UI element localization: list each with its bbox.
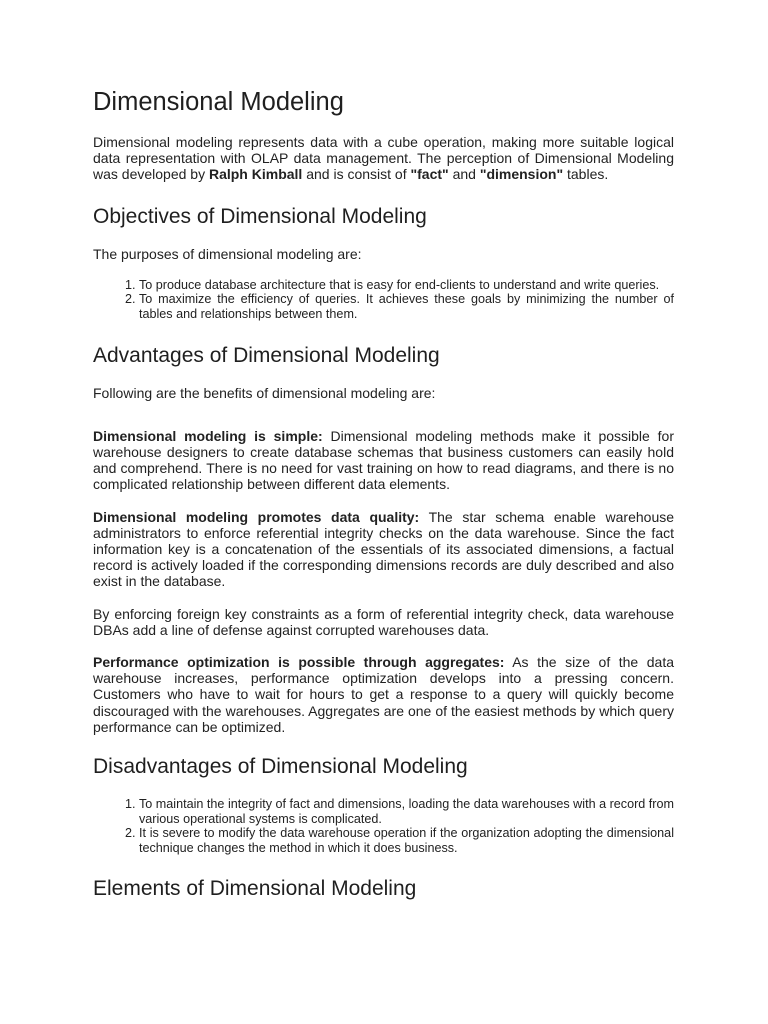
objectives-list <box>93 278 674 322</box>
list-item: 1. To maintain the integrity of fact and dimensions, loading the data warehouses with a record from various operational systems is complicated. <box>139 797 674 826</box>
advantage-performance-paragraph <box>93 654 674 735</box>
disadvantages-heading: Disadvantages of Dimensional Modeling <box>93 755 468 779</box>
advantage-quality-title: Dimensional modeling promotes data quality: <box>93 508 420 525</box>
list-item: 2. It is severe to modify the data warehouse operation if the organization adopting the dimensional technique changes the method in which it does business. <box>139 826 674 855</box>
intro-and-is: and is consist of <box>306 166 407 183</box>
objectives-heading: Objectives of Dimensional Modeling <box>93 204 427 228</box>
advantage-quality-paragraph <box>93 509 674 590</box>
advantage-performance-title: Performance optimization is possible through aggregates: <box>93 654 505 671</box>
page-title: Dimensional Modeling <box>93 88 344 116</box>
intro-and: and <box>452 166 476 183</box>
advantage-performance-text: As the size of the data warehouse increases, performance optimization develops into a pressing concern. Customers who have to wait for hours to get a response to a query will quickly become discouraged with the warehouses. Aggregates are one of the easiest methods by which query performance can be optimized. <box>93 654 675 735</box>
foreign-key-paragraph: By enforcing foreign key constraints as a form of referential integrity check, data warehouse DBAs add a line of defense against corrupted warehouses data. <box>93 605 674 638</box>
elements-heading: Elements of Dimensional Modeling <box>93 877 417 901</box>
disadvantages-list <box>93 797 674 855</box>
list-item: 2. To maximize the efficiency of queries. It achieves these goals by minimizing the number of tables and relationships between them. <box>139 292 674 321</box>
advantages-lead: Following are the benefits of dimensional modeling are: <box>93 384 436 401</box>
advantage-simple-text: Dimensional modeling methods make it possible for warehouse designers to create database schemas that business customers can easily hold and comprehend. There is no need for vast training on how to read diagrams, and there is no complicated relationship between different data elements. <box>93 427 674 493</box>
advantage-simple-title: Dimensional modeling is simple: <box>93 427 323 444</box>
intro-paragraph <box>93 134 674 183</box>
objectives-lead: The purposes of dimensional modeling are: <box>93 245 362 262</box>
intro-text: Dimensional modeling represents data with a cube operation, making more suitable logical data representation with OLAP data management. The perception of Dimensional Modeling was developed by <box>93 134 674 183</box>
intro-fact: "fact" <box>410 166 449 183</box>
intro-ralph-kimball: Ralph Kimball <box>208 166 303 183</box>
advantage-quality-text: The star schema enable warehouse administrators to enforce referential integrity checks on the data warehouse. Since the fact information key is a concatenation of the essentials of its associated dimensions, a factual record is actively loaded if the corresponding dimensions records are duly described and also exist in the database. <box>93 508 675 590</box>
list-item: 1. To produce database architecture that is easy for end-clients to understand and write queries. <box>139 278 674 293</box>
intro-tables: tables. <box>567 166 609 183</box>
intro-dimension: "dimension" <box>479 166 564 183</box>
advantage-simple-paragraph <box>93 428 674 493</box>
advantages-heading: Advantages of Dimensional Modeling <box>93 343 440 367</box>
